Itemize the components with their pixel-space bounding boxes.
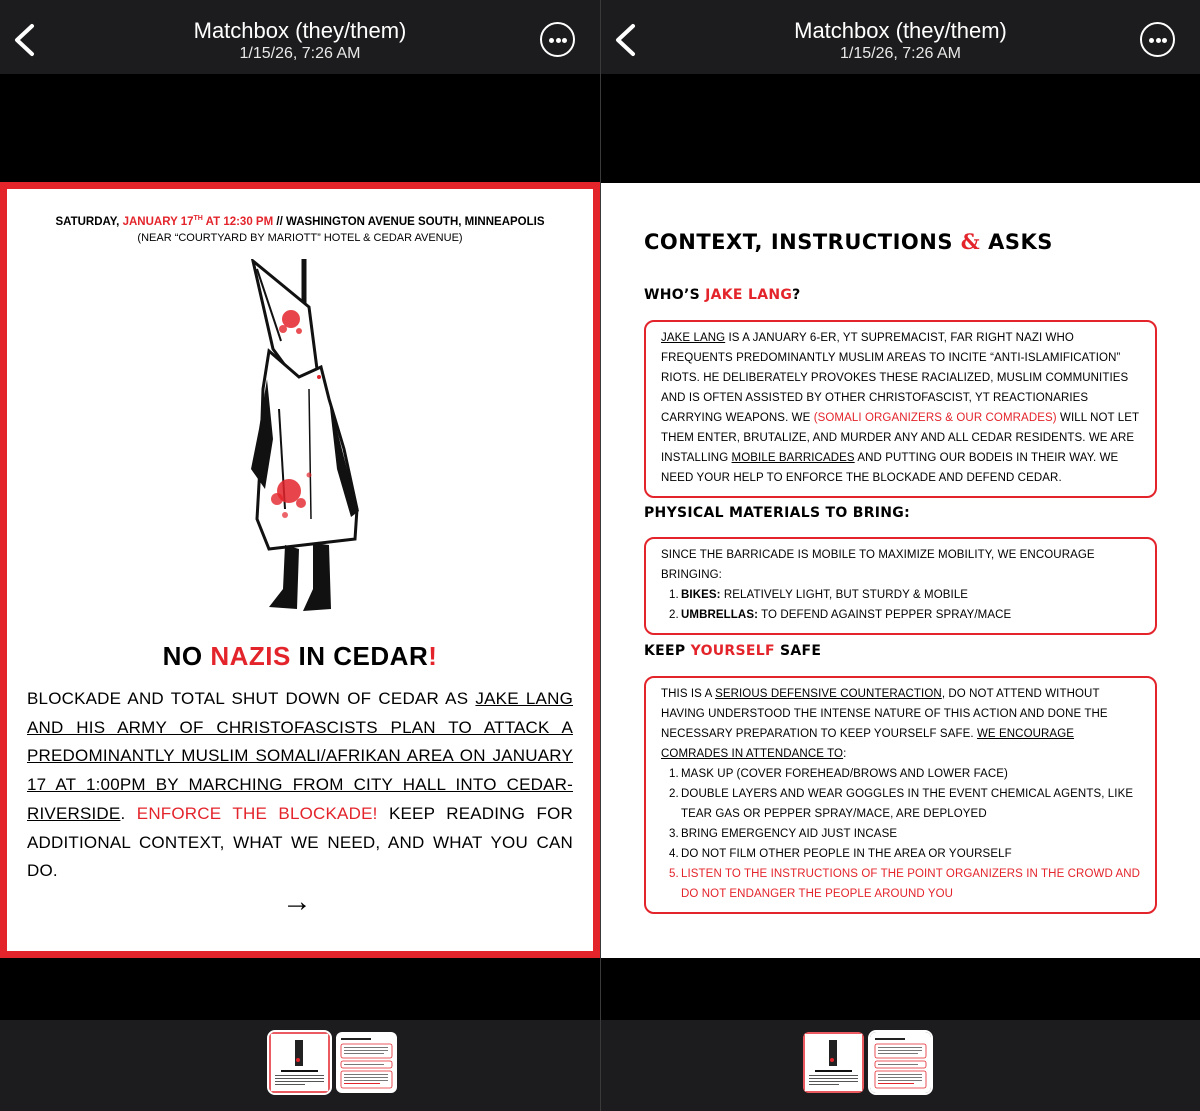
- more-circle-icon: [1149, 38, 1154, 43]
- safety-item: [669, 864, 1141, 904]
- materials-list: [661, 585, 1141, 625]
- item-text: MASK UP (COVER FOREHEAD/BROWS AND LOWER FACE): [681, 768, 1008, 780]
- title-block: [0, 18, 600, 64]
- section-heading-materials: PHYSICAL MATERIALS TO BRING:: [644, 505, 910, 521]
- item-text: DOUBLE LAYERS AND WEAR GOGGLES IN THE EVENT CHEMICAL AGENTS, LIKE TEAR GAS OR PEPPER SPRAY/MACE, ARE DEPLOYED: [681, 788, 1134, 820]
- safety-item: [669, 844, 1141, 864]
- item-text: BRING EMERGENCY AID JUST INCASE: [681, 828, 898, 840]
- list-number: 1.: [669, 589, 679, 601]
- timestamp: 1/15/26, 7:26 AM: [840, 45, 961, 62]
- item-text: DO NOT FILM OTHER PEOPLE IN THE AREA OR YOURSELF: [681, 848, 1012, 860]
- item-label: UMBRELLAS:: [681, 609, 759, 621]
- thumbnail-poster[interactable]: [803, 1032, 864, 1093]
- poster-header: SATURDAY, JANUARY 17TH AT 12:30 PM // WASHINGTON AVENUE SOUTH, MINNEAPOLIS (NEAR “COURTYARD BY MARIOTT” HOTEL & CEDAR AVENUE): [7, 211, 593, 246]
- safety-item: [669, 764, 1141, 784]
- list-number: 4.: [669, 848, 679, 860]
- list-number: 2.: [669, 609, 679, 621]
- list-number: 3.: [669, 828, 679, 840]
- item-label: BIKES:: [681, 589, 721, 601]
- more-button[interactable]: [540, 22, 575, 57]
- item-text: LISTEN TO THE INSTRUCTIONS OF THE POINT ORGANIZERS IN THE CROWD AND DO NOT ENDANGER THE PEOPLE AROUND YOU: [681, 868, 1141, 900]
- safety-list: [661, 764, 1141, 904]
- conversation-title: Matchbox (they/them): [193, 18, 407, 43]
- document-thumb-icon: [870, 1032, 931, 1093]
- top-bar: [601, 0, 1200, 74]
- arrow-right-icon: →: [282, 885, 312, 918]
- list-number: 1.: [669, 768, 679, 780]
- section-box-materials: SINCE THE BARRICADE IS MOBILE TO MAXIMIZE MOBILITY, WE ENCOURAGE BRINGING: 1. BIKES: RELATIVELY LIGHT, BUT STURDY & MOBILE 2. UMBRELLAS: TO DEFEND AGAINST PEPPER SPRAY/MACE: [644, 537, 1157, 635]
- list-number: 2.: [669, 788, 679, 800]
- thumbnail-strip: [601, 1020, 1200, 1111]
- section-heading-safe: KEEP YOURSELF SAFE: [644, 643, 822, 659]
- timestamp: 1/15/26, 7:26 AM: [239, 45, 361, 62]
- more-circle-icon: [549, 38, 554, 43]
- materials-item: [669, 605, 1141, 625]
- section-heading-who: WHO’S JAKE LANG?: [644, 287, 801, 303]
- list-number: 5.: [669, 868, 679, 880]
- title-block: [601, 18, 1200, 64]
- instructions-image: [601, 183, 1200, 958]
- document-thumb-icon: [336, 1032, 397, 1093]
- item-text: TO DEFEND AGAINST PEPPER SPRAY/MACE: [758, 609, 1012, 621]
- viewer-right: [601, 0, 1200, 1111]
- thumbnail-instructions[interactable]: [870, 1032, 931, 1093]
- section-box-who: JAKE LANG IS A JANUARY 6-ER, YT SUPREMACIST, FAR RIGHT NAZI WHO FREQUENTS PREDOMINANTLY MUSLIM AREAS TO INCITE “ANTI-ISLAMIFICATION” RIOTS. HE DELIBERATELY PROVOKES THESE RACIALIZED, MUSLIM COMMUNITIES AND IS OFTEN ASSISTED BY OTHER CHRISTOFASCIST, YT REACTIONARIES CARRYING WEAPONS. WE (SOMALI ORGANIZERS & OUR COMRADES) WILL NOT LET THEM ENTER, BRUTALIZE, AND MURDER ANY AND ALL CEDAR RESIDENTS. WE ARE INSTALLING MOBILE BARRICADES AND PUTTING OUR BODEIS IN THEIR WAY. WE NEED YOUR HELP TO ENFORCE THE BLOCKADE AND DEFEND CEDAR.: [644, 320, 1157, 498]
- safety-item: [669, 824, 1141, 844]
- poster-thumb-icon: [803, 1032, 864, 1093]
- more-button[interactable]: [1140, 22, 1175, 57]
- poster-image: [0, 182, 600, 958]
- section-box-safe: THIS IS A SERIOUS DEFENSIVE COUNTERACTION, DO NOT ATTEND WITHOUT HAVING UNDERSTOOD THE INTENSE NATURE OF THIS ACTION AND DONE THE NECESSARY PREPARATION TO KEEP YOURSELF SAFE. WE ENCOURAGE COMRADES IN ATTENDANCE TO: 1. MASK UP (COVER FOREHEAD/BROWS AND LOWER FACE) 2. DOUBLE LAYERS AND WEAR GOGGLES IN THE EVENT CHEMICAL AGENTS, LIKE TEAR GAS OR PEPPER SPRAY/MACE, ARE DEPLOYED 3. BRING EMERGENCY AID JUST INCASE 4. DO NOT FILM OTHER PEOPLE IN THE AREA OR YOURSELF 5. LISTEN TO THE INSTRUCTIONS OF THE POINT ORGANIZERS IN THE CROWD AND DO NOT ENDANGER THE PEOPLE AROUND YOU: [644, 676, 1157, 914]
- safety-item: [669, 784, 1141, 824]
- materials-item: [669, 585, 1141, 605]
- page-title: CONTEXT, INSTRUCTIONS & ASKS: [644, 229, 1053, 254]
- poster-headline: NO NAZIS IN CEDAR!: [162, 641, 438, 671]
- poster-thumb-icon: [269, 1032, 330, 1093]
- poster-body-text: BLOCKADE AND TOTAL SHUT DOWN OF CEDAR AS JAKE LANG AND HIS ARMY OF CHRISTOFASCISTS PLAN TO ATTACK A PREDOMINANTLY MUSLIM SOMALI/AFRIKAN AREA ON JANUARY 17 AT 1:00PM BY MARCHING FROM CITY HALL INTO CEDAR-RIVERSIDE. ENFORCE THE BLOCKADE! KEEP READING FOR ADDITIONAL CONTEXT, WHAT WE NEED, AND WHAT YOU CAN DO.: [27, 689, 573, 881]
- thumbnail-poster[interactable]: [269, 1032, 330, 1093]
- hooded-figure-illustration: [239, 259, 379, 629]
- thumbnail-instructions[interactable]: [336, 1032, 397, 1093]
- top-bar: [0, 0, 600, 74]
- conversation-title: Matchbox (they/them): [794, 18, 1007, 43]
- poster-location: (NEAR “COURTYARD BY MARIOTT” HOTEL & CEDAR AVENUE): [137, 231, 463, 244]
- item-text: RELATIVELY LIGHT, BUT STURDY & MOBILE: [720, 589, 969, 601]
- thumbnail-strip: [0, 1020, 600, 1111]
